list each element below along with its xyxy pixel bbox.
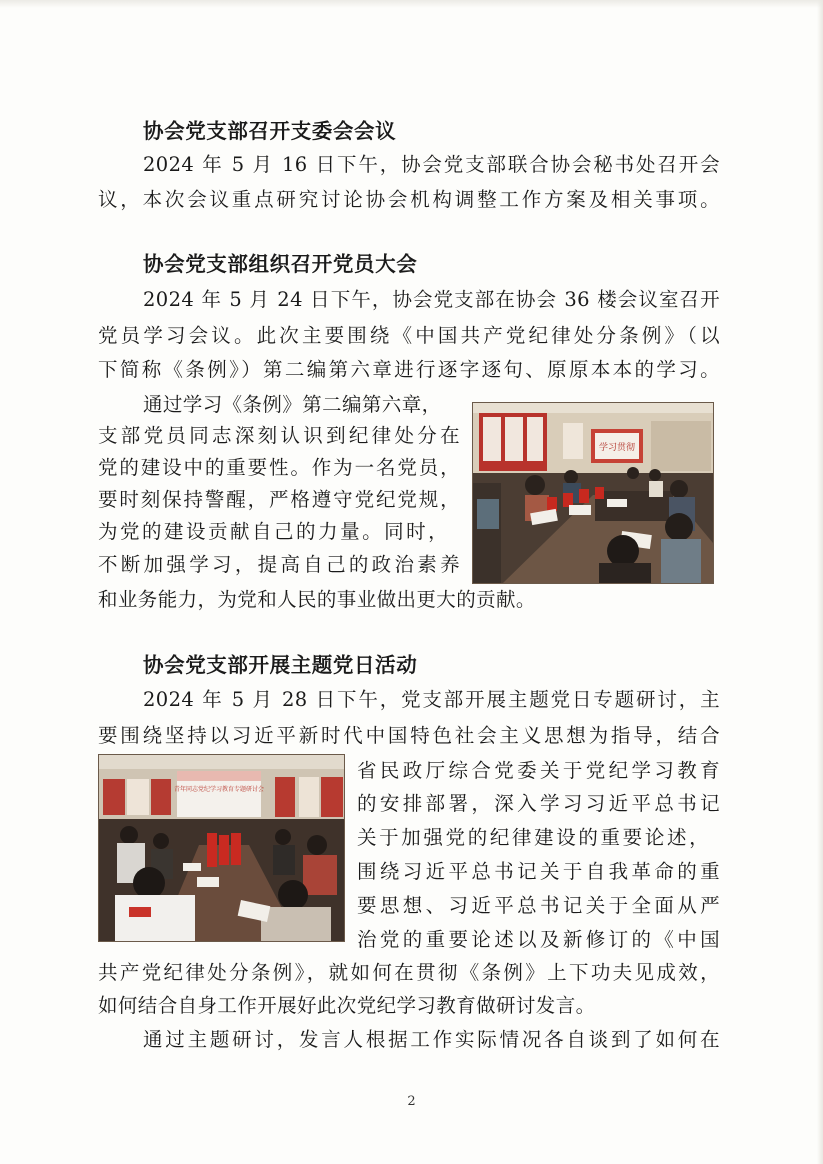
- paragraph-line: 党员学习会议。此次主要围绕《中国共产党纪律处分条例》（以: [98, 324, 720, 347]
- paragraph-line: 支部党员同志深刻认识到纪律处分在: [98, 424, 460, 447]
- paragraph-line: 共产党纪律处分条例》，就如何在贯彻《条例》上下功夫见成效，: [98, 961, 720, 984]
- screen-text: 青年同志党纪学习教育专题研讨会: [173, 786, 265, 793]
- section-heading-1: 协会党支部召开支委会会议: [143, 119, 397, 143]
- banner-text: 学习贯彻: [598, 443, 636, 453]
- paragraph-line: 围绕习近平总书记关于自我革命的重: [357, 860, 720, 883]
- scan-edge-top: [0, 0, 823, 8]
- meeting-photo-1: [472, 402, 714, 584]
- paragraph-line: 为党的建设贡献自己的力量。同时，: [98, 520, 448, 543]
- paragraph-line: 省民政厅综合党委关于党纪学习教育: [357, 759, 720, 782]
- paragraph-line: 治党的重要论述以及新修订的《中国: [357, 928, 720, 951]
- paragraph-line: 通过学习《条例》第二编第六章，: [143, 393, 442, 416]
- meeting-photo-2: [98, 754, 345, 942]
- paragraph-line: 要时刻保持警醒，严格遵守党纪党规，: [98, 488, 460, 511]
- paragraph-line: 议，本次会议重点研究讨论协会机构调整工作方案及相关事项。: [98, 188, 720, 211]
- section-heading-2: 协会党支部组织召开党员大会: [143, 252, 418, 276]
- scan-edge-right: [817, 0, 823, 1164]
- section-heading-3: 协会党支部开展主题党日活动: [143, 653, 418, 677]
- paragraph-line: 下简称《条例》）第二编第六章进行逐字逐句、原原本本的学习。: [98, 358, 720, 381]
- paragraph-line: 关于加强党的纪律建设的重要论述，: [357, 826, 709, 849]
- paragraph-line: 通过主题研讨，发言人根据工作实际情况各自谈到了如何在: [143, 1028, 720, 1051]
- paragraph-line: 党的建设中的重要性。作为一名党员，: [98, 456, 460, 479]
- paragraph-line: 如何结合自身工作开展好此次党纪学习教育做研讨发言。: [98, 994, 596, 1017]
- paragraph-line: 2024 年 5 月 24 日下午，协会党支部在协会 36 楼会议室召开: [143, 288, 720, 311]
- page-number: 2: [407, 1094, 416, 1109]
- paragraph-line: 要围绕坚持以习近平新时代中国特色社会主义思想为指导，结合: [98, 724, 720, 747]
- paragraph-line: 2024 年 5 月 16 日下午，协会党支部联合协会秘书处召开会: [143, 153, 720, 176]
- paragraph-line: 不断加强学习，提高自己的政治素养: [98, 553, 460, 576]
- paragraph-line: 要思想、习近平总书记关于全面从严: [357, 894, 720, 917]
- paragraph-line: 的安排部署，深入学习习近平总书记: [357, 792, 720, 815]
- paragraph-line: 和业务能力，为党和人民的事业做出更大的贡献。: [98, 588, 536, 611]
- paragraph-line: 2024 年 5 月 28 日下午，党支部开展主题党日专题研讨，主: [143, 688, 720, 711]
